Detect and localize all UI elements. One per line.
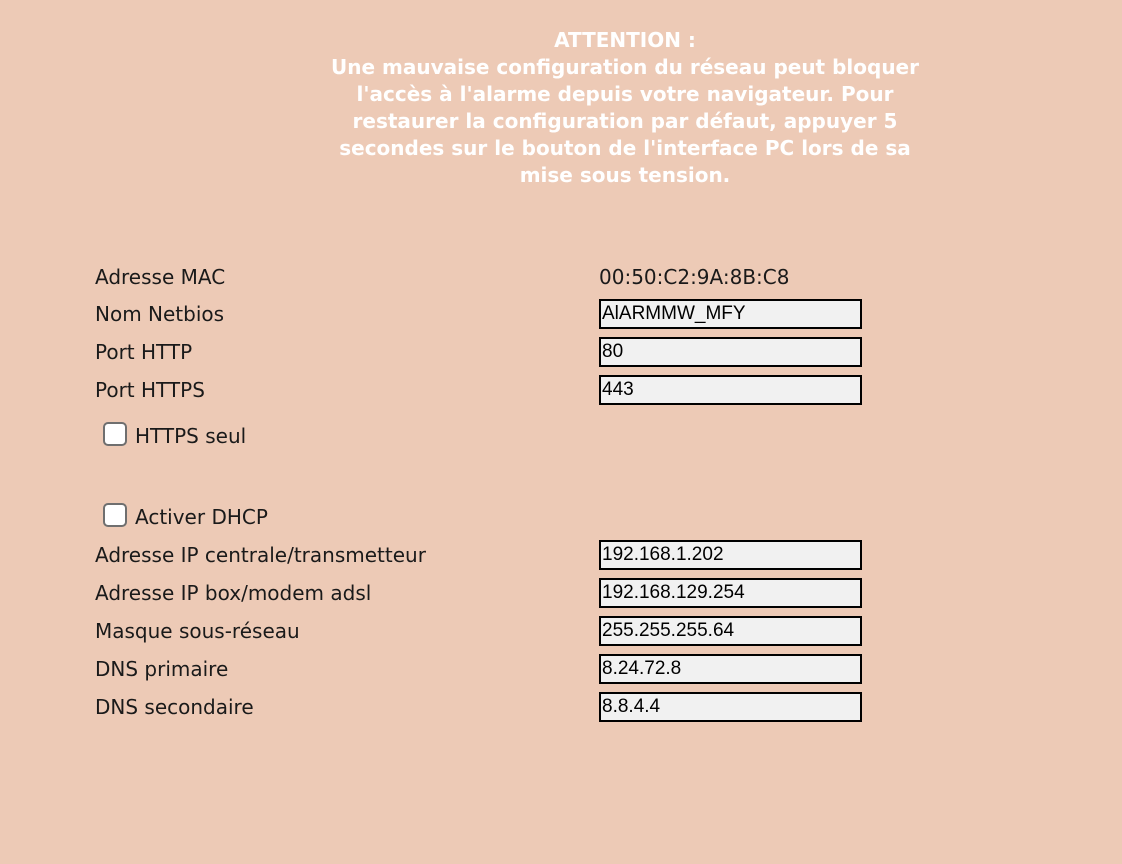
- ip-central-input[interactable]: [599, 540, 862, 570]
- warning-line: restaurer la configuration par défaut, appuyer 5: [352, 109, 898, 133]
- dhcp-row: [103, 502, 503, 532]
- warning-line: Une mauvaise configuration du réseau peut bloquer: [331, 55, 919, 79]
- dns-primary-label: DNS primaire: [95, 657, 229, 681]
- https-port-label: Port HTTPS: [95, 378, 205, 402]
- http-port-row: [95, 337, 875, 367]
- ip-box-input[interactable]: [599, 578, 862, 608]
- dns-secondary-row: [95, 692, 875, 722]
- warning-line: mise sous tension.: [519, 163, 731, 187]
- ip-central-label: Adresse IP centrale/transmetteur: [95, 543, 426, 567]
- netbios-row: [95, 299, 875, 329]
- ip-box-row: [95, 578, 875, 608]
- mac-address-value: 00:50:C2:9A:8B:C8: [599, 265, 790, 289]
- ip-box-label: Adresse IP box/modem adsl: [95, 581, 372, 605]
- https-only-row: [103, 421, 503, 451]
- warning-line: secondes sur le bouton de l'interface PC lors de sa: [339, 136, 911, 160]
- warning-title: ATTENTION :: [554, 28, 696, 52]
- dns-secondary-input[interactable]: [599, 692, 862, 722]
- subnet-mask-row: [95, 616, 875, 646]
- warning-message: [290, 27, 960, 189]
- netbios-label: Nom Netbios: [95, 302, 225, 326]
- mac-address-row: [95, 262, 875, 292]
- https-port-row: [95, 375, 875, 405]
- dns-primary-input[interactable]: [599, 654, 862, 684]
- warning-line: l'accès à l'alarme depuis votre navigateur. Pour: [356, 82, 894, 106]
- http-port-label: Port HTTP: [95, 340, 193, 364]
- dns-primary-row: [95, 654, 875, 684]
- dhcp-label[interactable]: Activer DHCP: [135, 505, 268, 529]
- https-port-input[interactable]: [599, 375, 862, 405]
- dns-secondary-label: DNS secondaire: [95, 695, 254, 719]
- https-only-checkbox[interactable]: [103, 422, 127, 446]
- subnet-mask-input[interactable]: [599, 616, 862, 646]
- https-only-label[interactable]: HTTPS seul: [135, 424, 247, 448]
- subnet-mask-label: Masque sous-réseau: [95, 619, 300, 643]
- http-port-input[interactable]: [599, 337, 862, 367]
- dhcp-checkbox[interactable]: [103, 503, 127, 527]
- mac-address-label: Adresse MAC: [95, 265, 226, 289]
- ip-central-row: [95, 540, 875, 570]
- netbios-input[interactable]: [599, 299, 862, 329]
